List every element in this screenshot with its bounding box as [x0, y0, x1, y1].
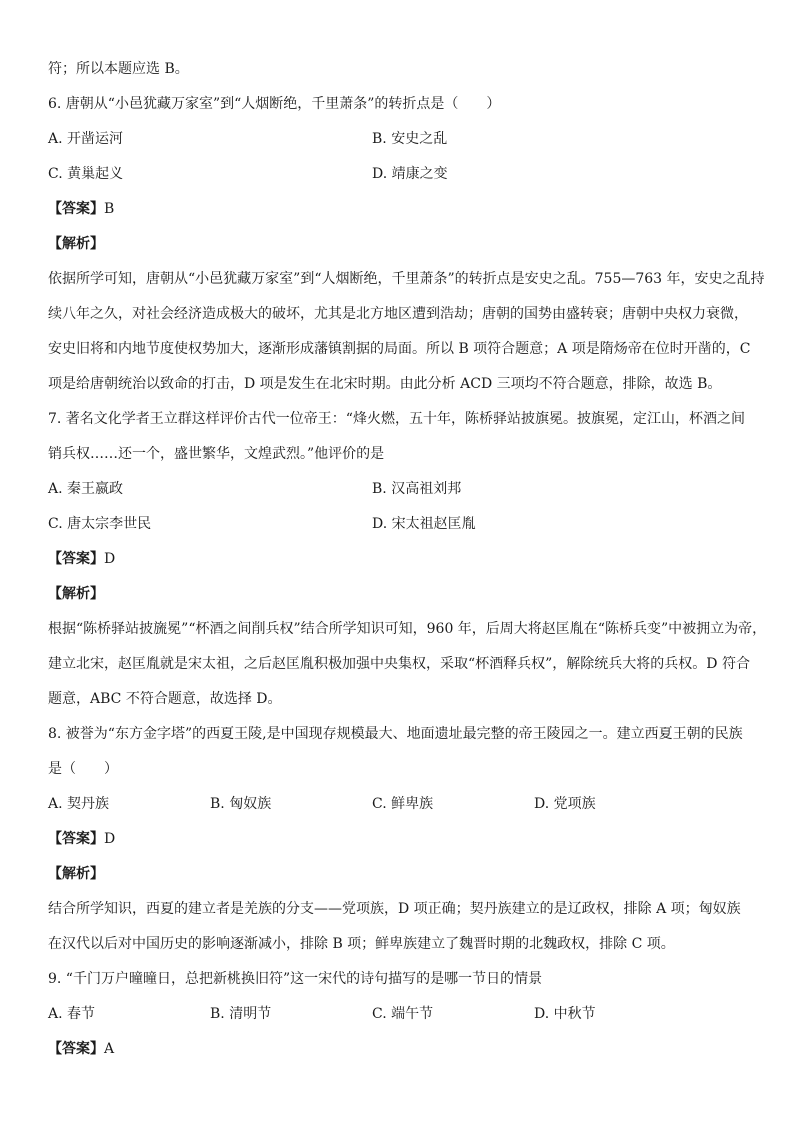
question-9-options — [48, 997, 754, 1032]
question-7-explanation-label: 【解析】 — [48, 586, 104, 602]
question-6-explanation-label: 【解析】 — [48, 236, 104, 252]
explanation-line: 依据所学可知，唐朝从“小邑犹藏万家室”到“人烟断绝，千里萧条”的转折点是安史之乱。755—763 年，安史之乱持 — [48, 271, 765, 287]
question-7-options-row-2 — [48, 507, 754, 542]
explanation-line: 安史旧将和内地节度使权势加大，逐渐形成藩镇割据的局面。所以 B 项符合题意；A 项是隋炀帝在位时开凿的，C — [48, 341, 751, 357]
answer-value: B — [104, 201, 115, 217]
document-page — [48, 52, 767, 1067]
question-7-explanation — [48, 612, 767, 717]
question-9-stem: 9. “千门万户曈曈日，总把新桃换旧符”这一宋代的诗句描写的是哪一节日的情景 — [48, 971, 543, 987]
explanation-line: 在汉代以后对中国历史的影响逐渐减小，排除 B 项；鲜卑族建立了魏晋时期的北魏政权，排除 C 项。 — [48, 936, 675, 952]
question-6-option-a: A. 开凿运河 — [48, 131, 124, 147]
question-line: 7. 著名文化学者王立群这样评价古代一位帝王：“烽火燃，五十年，陈桥驿站披旗冕。披旗冕，定江山，杯酒之间 — [48, 411, 745, 427]
question-6-options-row-1 — [48, 122, 754, 157]
answer-value: D — [104, 831, 116, 847]
answer-label: 【答案】 — [48, 551, 104, 567]
question-7-options-row-1 — [48, 472, 754, 507]
explanation-line: 题意，ABC 不符合题意，故选择 D。 — [48, 691, 282, 707]
question-8-option-c: C. 鲜卑族 — [372, 796, 434, 812]
question-6-option-d: D. 靖康之变 — [372, 166, 448, 182]
question-7-option-d: D. 宋太祖赵匡胤 — [372, 516, 476, 532]
question-6-answer — [48, 192, 754, 227]
text-line-prev-answer: 符；所以本题应选 B。 — [48, 61, 189, 77]
question-8-option-b: B. 匈奴族 — [210, 796, 272, 812]
question-7-stem — [48, 402, 754, 472]
question-8-option-a: A. 契丹族 — [48, 796, 110, 812]
explanation-line: 项是给唐朝统治以致命的打击，D 项是发生在北宋时期。由此分析 ACD 三项均不符合题意，排除，故选 B。 — [48, 376, 722, 392]
explanation-line: 续八年之久，对社会经济造成极大的破坏，尤其是北方地区遭到浩劫；唐朝的国势由盛转衰；唐朝中央权力衰微， — [48, 306, 748, 322]
question-6-options-row-2 — [48, 157, 754, 192]
explanation-line: 结合所学知识，西夏的建立者是羌族的分支——党项族，D 项正确；契丹族建立的是辽政权，排除 A 项；匈奴族 — [48, 901, 741, 917]
answer-label: 【答案】 — [48, 201, 104, 217]
answer-value: D — [104, 551, 116, 567]
question-line: 8. 被誉为“东方金字塔”的西夏王陵,是中国现存规模最大、地面遗址最完整的帝王陵园之一。建立西夏王朝的民族 — [48, 726, 743, 742]
question-6-option-c: C. 黄巢起义 — [48, 166, 124, 182]
answer-label: 【答案】 — [48, 1041, 104, 1057]
question-9-option-b: B. 清明节 — [210, 1006, 272, 1022]
question-line: 是（ ） — [48, 761, 118, 777]
answer-value: A — [104, 1041, 115, 1057]
question-8-explanation-label: 【解析】 — [48, 866, 104, 882]
question-7-option-c: C. 唐太宗李世民 — [48, 516, 152, 532]
question-9-option-a: A. 春节 — [48, 1006, 96, 1022]
question-6-option-b: B. 安史之乱 — [372, 131, 448, 147]
explanation-line: 根据“陈桥驿站披旒冕”“杯酒之间削兵权”结合所学知识可知，960 年，后周大将赵匡胤在“陈桥兵变”中被拥立为帝， — [48, 621, 767, 637]
question-7-option-b: B. 汉高祖刘邦 — [372, 481, 462, 497]
question-6-stem: 6. 唐朝从“小邑犹藏万家室”到“人烟断绝，千里萧条”的转折点是（ ） — [48, 96, 501, 112]
question-8-options — [48, 787, 754, 822]
question-7-option-a: A. 秦王嬴政 — [48, 481, 124, 497]
question-9-answer — [48, 1032, 754, 1067]
explanation-line: 建立北宋，赵匡胤就是宋太祖，之后赵匡胤积极加强中央集权，采取“杯酒释兵权”，解除统兵大将的兵权。D 符合 — [48, 656, 750, 672]
answer-label: 【答案】 — [48, 831, 104, 847]
question-8-answer — [48, 822, 754, 857]
question-9-option-d: D. 中秋节 — [534, 1006, 596, 1022]
question-line: 销兵权……还一个，盛世繁华，文煌武烈。”他评价的是 — [48, 446, 385, 462]
question-6-explanation — [48, 262, 765, 402]
question-8-option-d: D. 党项族 — [534, 796, 596, 812]
question-8-stem — [48, 717, 754, 787]
question-9-option-c: C. 端午节 — [372, 1006, 434, 1022]
question-8-explanation — [48, 892, 754, 962]
question-7-answer — [48, 542, 754, 577]
